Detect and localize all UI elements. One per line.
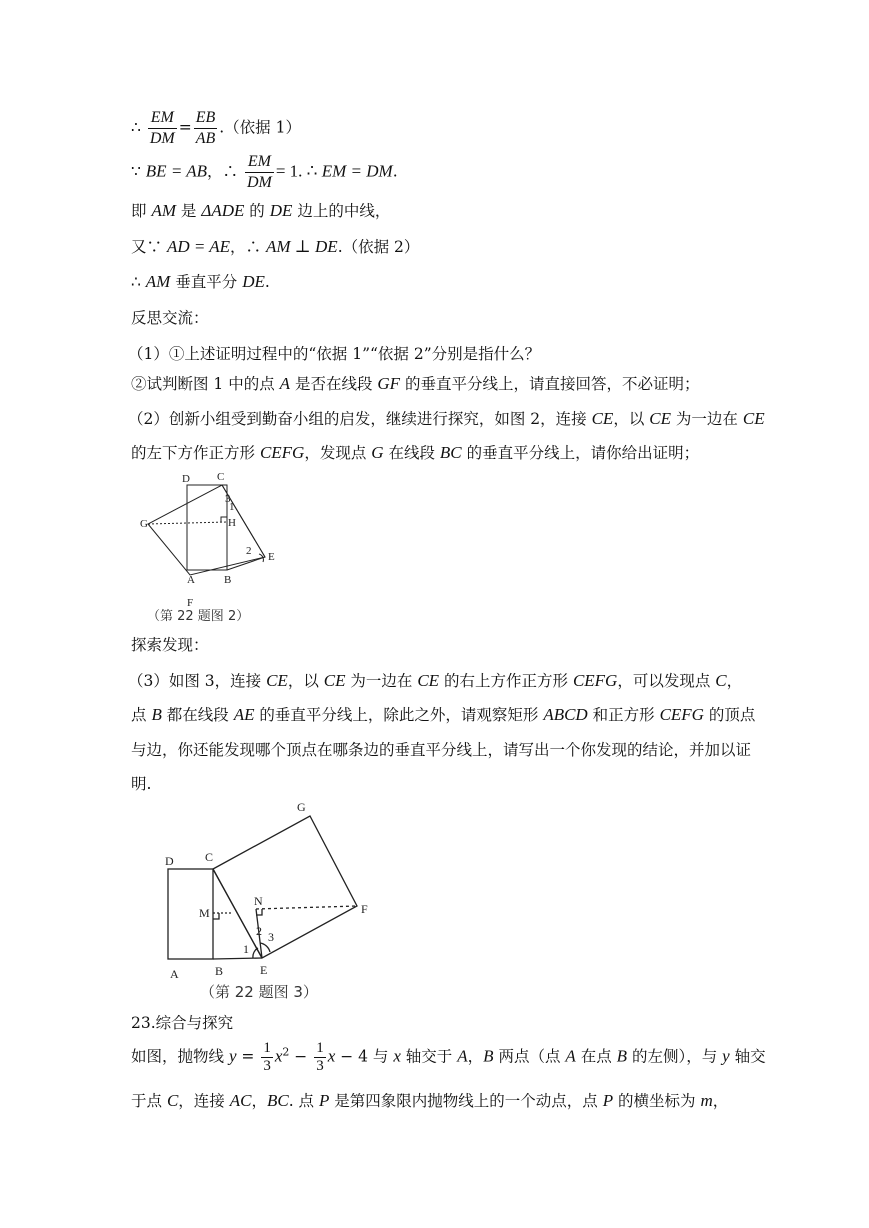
text: 于点 — [131, 1092, 167, 1110]
label-m: M — [199, 906, 210, 920]
math-text: AM — [145, 272, 171, 291]
text: ，∴ — [207, 162, 239, 181]
text: 的顶点 — [703, 706, 756, 724]
equals-sign: = — [178, 118, 192, 137]
question-2-line-2 — [131, 442, 699, 464]
text: 是第四象限内抛物线上的一个动点，点 — [329, 1092, 603, 1110]
math-text: x — [327, 1046, 336, 1066]
text: . — [392, 162, 398, 181]
right-angle-mark — [221, 517, 227, 522]
right-angle-mark-m — [213, 913, 219, 919]
text: 在线段 — [383, 444, 440, 462]
numerator: EB — [194, 108, 218, 129]
numerator: EM — [148, 108, 177, 129]
math-text: DE — [269, 201, 293, 220]
text: 两点（点 — [493, 1047, 566, 1066]
text: 的左下方作正方形 — [131, 444, 260, 462]
text: ，以 — [287, 672, 324, 690]
label-angle-3: 3 — [268, 930, 274, 944]
line-ce — [213, 869, 262, 958]
text: 边上的中线， — [292, 202, 391, 220]
text: 的垂直平分线上，请你给出证明； — [461, 444, 700, 462]
text: 的 — [244, 202, 270, 220]
fraction-em-dm — [245, 152, 274, 193]
math-text: G — [371, 443, 384, 462]
q23-line-1 — [131, 1040, 766, 1075]
q23-line-2 — [131, 1090, 728, 1112]
math-text: CEFG — [259, 443, 305, 462]
math-text: C — [715, 671, 727, 690]
minus-sign: − — [289, 1047, 313, 1066]
question-2-line-1 — [128, 408, 765, 430]
line-be — [213, 958, 262, 959]
math-text: CE — [266, 671, 288, 690]
math-text: y — [228, 1046, 237, 1066]
fraction-em-dm — [148, 108, 177, 149]
text: 的垂直平分线上，除此之外，请观察矩形 — [254, 706, 544, 724]
text: ，发现点 — [304, 444, 372, 462]
text: 在点 — [575, 1047, 617, 1066]
reflect-heading: 反思交流： — [131, 309, 209, 327]
math-text: BC — [266, 1091, 289, 1110]
figure-2 — [135, 470, 285, 628]
text: ，∴ — [230, 238, 266, 256]
therefore-symbol: ∴ — [131, 118, 141, 137]
label-f: F — [361, 902, 368, 916]
text: ，连接 — [178, 1092, 230, 1110]
label-angle-1: 1 — [243, 942, 249, 956]
text: = 1. ∴ — [275, 161, 322, 181]
numerator: 1 — [263, 1040, 271, 1056]
question-1a: （1）①上述证明过程中的“依据 1”“依据 2”分别是指什么？ — [128, 345, 541, 363]
text: 垂直平分 — [170, 273, 243, 291]
figure-3-caption: （第 22 题图 3） — [200, 983, 318, 1001]
math-text: ABCD — [543, 705, 588, 724]
label-d: D — [182, 473, 190, 485]
math-text: CE — [649, 409, 671, 428]
explore-line-2 — [131, 704, 755, 726]
denominator: AB — [195, 130, 216, 147]
math-text: CEFG — [659, 705, 704, 724]
label-g: G — [297, 800, 306, 814]
math-text: AM ⊥ DE — [265, 237, 338, 256]
label-angle-3: 3 — [225, 493, 231, 505]
math-text: BC — [439, 443, 462, 462]
text: ， — [726, 672, 743, 690]
text: 是 — [175, 202, 202, 220]
math-text: B — [483, 1046, 494, 1066]
figure-3 — [160, 795, 390, 1005]
proof-line-5 — [131, 271, 270, 293]
label-n: N — [254, 894, 263, 908]
math-text: x — [274, 1046, 283, 1066]
label-angle-2: 2 — [246, 545, 252, 557]
fraction-eb-ab — [194, 108, 218, 149]
math-text: GF — [377, 374, 401, 393]
dashed-nf — [256, 906, 357, 909]
label-d: D — [165, 854, 174, 868]
explore-line-4: 明. — [131, 775, 152, 793]
numerator: EM — [245, 152, 274, 173]
math-text: AC — [229, 1091, 252, 1110]
text: 和正方形 — [587, 706, 660, 724]
explore-line-1 — [128, 670, 742, 692]
math-text: CEFG — [572, 671, 618, 690]
text: 又∵ — [131, 238, 167, 256]
label-h: H — [228, 517, 236, 529]
q23-title: 23.综合与探究 — [131, 1014, 234, 1032]
fraction-one-third — [314, 1040, 326, 1075]
proof-line-1 — [131, 108, 301, 149]
text: 的左侧），与 — [627, 1047, 723, 1066]
math-text: A — [457, 1046, 468, 1066]
text: 是否在线段 — [290, 375, 378, 393]
text: 与 — [367, 1047, 394, 1066]
denominator: DM — [246, 174, 272, 191]
label-angle-1: 1 — [229, 501, 235, 513]
denominator: 3 — [316, 1058, 324, 1074]
math-text: CE — [323, 671, 346, 690]
math-text: EM = DM — [321, 161, 393, 181]
math-text: B — [616, 1046, 628, 1066]
label-angle-2: 2 — [256, 924, 262, 938]
figure-2-caption: （第 22 题图 2） — [147, 609, 250, 624]
fraction-one-third — [261, 1040, 273, 1075]
text: 点 — [131, 706, 152, 724]
text: 为一边在 — [345, 672, 418, 690]
text: ，以 — [613, 410, 650, 428]
label-b: B — [224, 574, 232, 586]
text: 都在线段 — [161, 706, 234, 724]
rectangle-abcd — [187, 485, 227, 570]
proof-line-2 — [131, 152, 398, 193]
reason-note: .（依据 1） — [219, 118, 301, 137]
text: 轴交于 — [400, 1047, 458, 1066]
math-text: DE — [242, 272, 265, 291]
text: ， — [712, 1092, 729, 1110]
label-c: C — [217, 471, 225, 483]
math-text: A — [279, 374, 291, 393]
text: 即 — [131, 202, 152, 220]
text: 的垂直平分线上，请直接回答，不必证明； — [400, 375, 700, 393]
text: ，可以发现点 — [617, 672, 716, 690]
label-g: G — [140, 518, 148, 530]
math-text: P — [602, 1091, 614, 1110]
text: ②试判断图 1 中的点 — [131, 375, 280, 393]
math-text: m — [700, 1091, 713, 1110]
math-text: BE = AB — [145, 161, 207, 181]
math-text: x — [393, 1046, 401, 1066]
denominator: DM — [149, 130, 175, 147]
explore-heading: 探索发现： — [131, 636, 209, 654]
label-b: B — [215, 964, 224, 978]
text: 的横坐标为 — [613, 1092, 701, 1110]
exponent: 2 — [282, 1045, 290, 1059]
text: − 4 — [335, 1047, 368, 1066]
text: ， — [251, 1092, 267, 1110]
because-symbol: ∵ — [131, 162, 146, 181]
question-1b — [131, 373, 700, 395]
square-cefg — [148, 485, 265, 575]
text: 的右上方作正方形 — [439, 672, 573, 690]
text: 为一边在 — [671, 410, 743, 428]
text: 轴交 — [729, 1047, 766, 1066]
math-text: A — [565, 1046, 576, 1066]
explore-line-3: 与边，你还能发现哪个顶点在哪条边的垂直平分线上，请写出一个你发现的结论，并加以证 — [131, 741, 752, 759]
math-text: CE — [591, 409, 614, 428]
math-text: AE — [233, 705, 255, 724]
equals-sign: = — [236, 1047, 260, 1066]
math-text: B — [151, 705, 162, 724]
math-text: CE — [742, 409, 765, 428]
text: ， — [467, 1047, 484, 1066]
label-e: E — [260, 963, 268, 977]
text: ∴ — [131, 273, 146, 291]
numerator: 1 — [316, 1040, 324, 1056]
label-f: F — [187, 597, 194, 609]
text: （3）如图 3，连接 — [128, 672, 267, 690]
math-text: AD = AE — [166, 237, 231, 256]
math-text: y — [722, 1046, 730, 1066]
text: . 点 — [288, 1092, 319, 1110]
label-e: E — [268, 551, 275, 563]
math-text: AM — [151, 201, 176, 220]
square-cefg — [213, 816, 357, 958]
text: 如图，抛物线 — [131, 1047, 229, 1066]
label-a: A — [170, 967, 179, 981]
reason-note: .（依据 2） — [337, 238, 420, 256]
math-text: ΔADE — [201, 201, 245, 220]
proof-line-4 — [131, 236, 419, 258]
text: . — [264, 273, 270, 291]
math-text: P — [318, 1091, 330, 1110]
label-c: C — [205, 850, 214, 864]
math-text: C — [166, 1091, 179, 1110]
text: （2）创新小组受到勤奋小组的启发，继续进行探究，如图 2，连接 — [128, 410, 592, 428]
proof-line-3 — [131, 200, 390, 222]
denominator: 3 — [263, 1058, 271, 1074]
label-a: A — [187, 574, 195, 586]
math-text: CE — [417, 671, 440, 690]
line-be — [227, 557, 265, 570]
